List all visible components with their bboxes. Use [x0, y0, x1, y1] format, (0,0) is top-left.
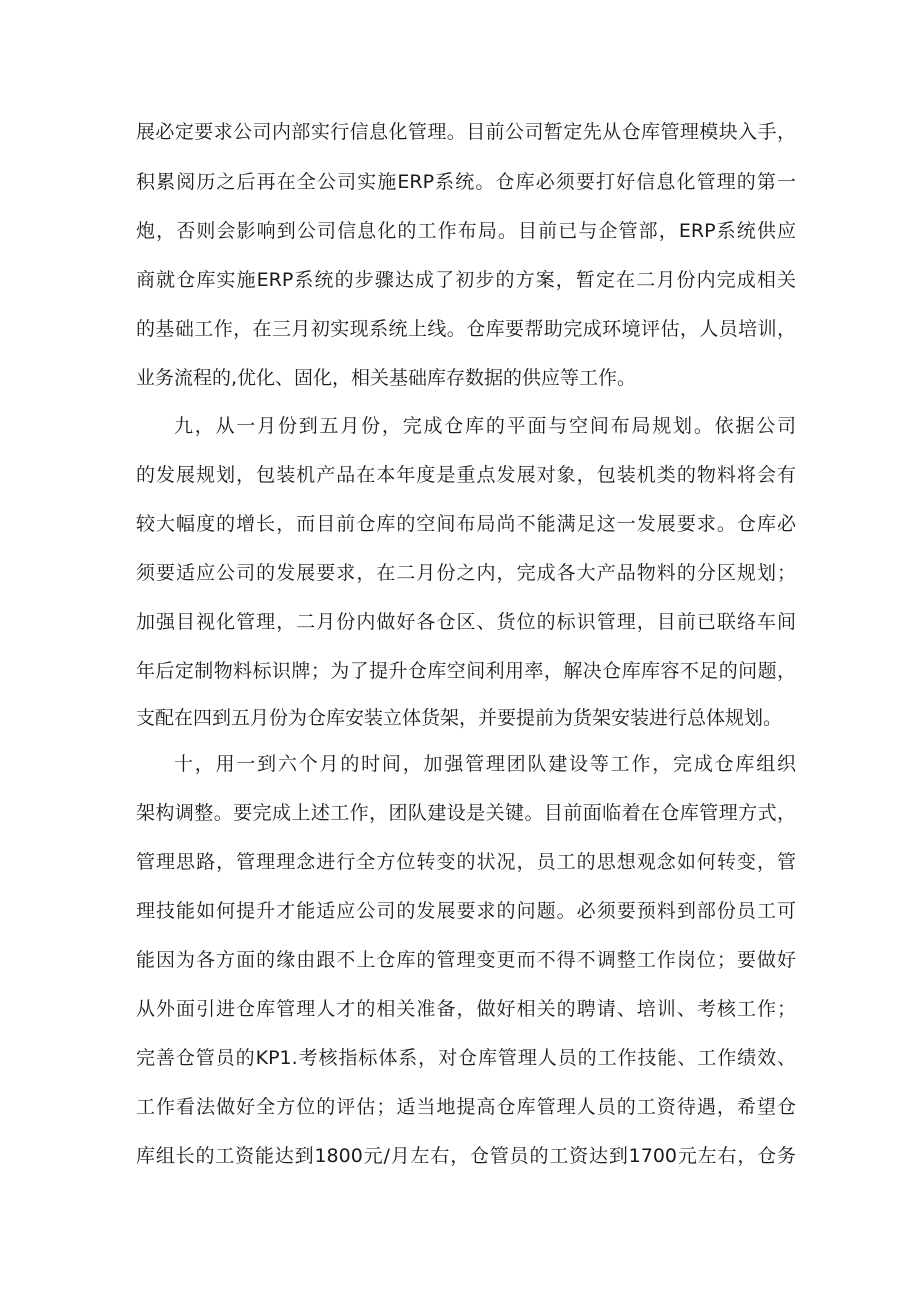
p1-line-2: 积累阅历之后再在全公司实施ERP系统。仓库必须要打好信息化管理的第一 [136, 171, 796, 193]
p2-line-4: 须要适应公司的发展要求，在二月份之内，完成各大产品物料的分区规划； [136, 562, 796, 584]
p2-line-5: 加强目视化管理，二月份内做好各仓区、货位的标识管理，目前已联络车间 [136, 611, 796, 633]
p2-line-3: 较大幅度的增长，而目前仓库的空间布局尚不能满足这一发展要求。仓库必 [136, 513, 796, 535]
p3-line-1: 十，用一到六个月的时间，加强管理团队建设等工作，完成仓库组织 [174, 753, 796, 775]
p2-line-7: 支配在四到五月份为仓库安装立体货架，并要提前为货架安装进行总体规划。 [136, 707, 783, 729]
p3-line-9: 库组长的工资能达到1800元/月左右，仓管员的工资达到1700元左右，仓务 [136, 1145, 796, 1167]
p2-line-1: 九，从一月份到五月份，完成仓库的平面与空间布局规划。依据公司 [174, 415, 796, 437]
p2-line-6: 年后定制物料标识牌；为了提升仓库空间利用率，解决仓库库容不足的问题， [136, 660, 796, 682]
p1-line-1: 展必定要求公司内部实行信息化管理。目前公司暂定先从仓库管理模块入手， [136, 121, 796, 143]
p1-line-4: 商就仓库实施ERP系统的步骤达成了初步的方案，暂定在二月份内完成相关 [136, 269, 796, 291]
p3-line-3: 管理思路，管理理念进行全方位转变的状况，员工的思想观念如何转变，管 [136, 851, 796, 873]
p1-line-5: 的基础工作，在三月初实现系统上线。仓库要帮助完成环境评估，人员培训， [136, 318, 796, 340]
p3-line-7: 完善仓管员的KP1.考核指标体系，对仓库管理人员的工作技能、工作绩效、 [136, 1047, 796, 1069]
p1-line-6: 业务流程的,优化、固化，相关基础库存数据的供应等工作。 [136, 367, 637, 389]
p1-line-3: 炮，否则会影响到公司信息化的工作布局。目前已与企管部，ERP系统供应 [136, 220, 796, 242]
p3-line-6: 从外面引进仓库管理人才的相关准备，做好相关的聘请、培训、考核工作； [136, 998, 796, 1020]
p3-line-2: 架构调整。要完成上述工作，团队建设是关键。目前面临着在仓库管理方式， [136, 802, 796, 824]
p3-line-8: 工作看法做好全方位的评估；适当地提高仓库管理人员的工资待遇，希望仓 [136, 1096, 796, 1118]
p3-line-5: 能因为各方面的缘由跟不上仓库的管理变更而不得不调整工作岗位；要做好 [136, 949, 796, 971]
p3-line-4: 理技能如何提升才能适应公司的发展要求的问题。必须要预料到部份员工可 [136, 900, 796, 922]
p2-line-2: 的发展规划，包装机产品在本年度是重点发展对象，包装机类的物料将会有 [136, 464, 796, 486]
